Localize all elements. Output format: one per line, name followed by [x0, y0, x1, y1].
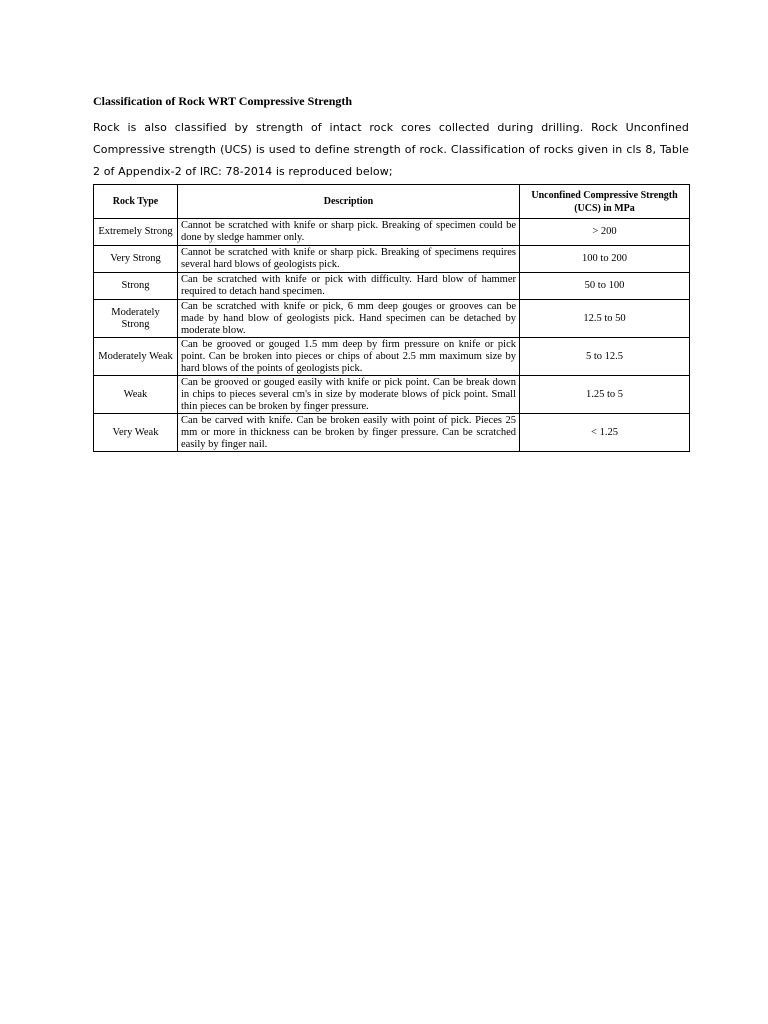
section-heading: Classification of Rock WRT Compressive Strength [93, 94, 353, 108]
header-rock-type: Rock Type [94, 185, 178, 219]
ucs-cell: 5 to 12.5 [520, 338, 690, 376]
rock-type-cell: Very Strong [94, 246, 178, 273]
table-row [94, 246, 690, 273]
description-cell: Can be scratched with knife or pick with difficulty. Hard blow of hammer required to detach hand specimen. [178, 273, 520, 300]
ucs-cell: 12.5 to 50 [520, 300, 690, 338]
rock-type-cell: Weak [94, 376, 178, 414]
document-page [93, 94, 689, 452]
rock-strength-table [93, 184, 690, 452]
table-row [94, 300, 690, 338]
header-description: Description [178, 185, 520, 219]
table-row [94, 338, 690, 376]
ucs-cell: 50 to 100 [520, 273, 690, 300]
rock-type-cell: Moderately Weak [94, 338, 178, 376]
description-cell: Can be grooved or gouged easily with knife or pick point. Can be break down in chips to pieces several cm's in size by moderate blows of pick point. Small thin pieces can be broken by finger pressure. [178, 376, 520, 414]
ucs-cell: < 1.25 [520, 414, 690, 452]
ucs-cell: 1.25 to 5 [520, 376, 690, 414]
rock-type-cell: Strong [94, 273, 178, 300]
description-cell: Can be scratched with knife or pick, 6 mm deep gouges or grooves can be made by hand blow of geologists pick. Hand specimen can be detached by moderate blow. [178, 300, 520, 338]
table-header-row [94, 185, 690, 219]
rock-type-cell: Very Weak [94, 414, 178, 452]
description-cell: Cannot be scratched with knife or sharp pick. Breaking of specimen could be done by sledge hammer only. [178, 219, 520, 246]
rock-type-cell: Extremely Strong [94, 219, 178, 246]
ucs-cell: 100 to 200 [520, 246, 690, 273]
table-row [94, 414, 690, 452]
description-cell: Can be grooved or gouged 1.5 mm deep by firm pressure on knife or pick point. Can be broken into pieces or chips of about 2.5 mm maximum size by hard blows of the points of geologists pick. [178, 338, 520, 376]
intro-paragraph: Rock is also classified by strength of intact rock cores collected during drilling. Rock Unconfined Compressive strength (UCS) is used to define strength of rock. Classification of rocks given in cls 8, Table 2 of Appendix-2 of IRC: 78-2014 is reproduced below; [93, 121, 689, 178]
table-row [94, 376, 690, 414]
description-cell: Can be carved with knife. Can be broken easily with point of pick. Pieces 25 mm or more in thickness can be broken by finger pressure. Can be scratched easily by finger nail. [178, 414, 520, 452]
table-row [94, 273, 690, 300]
rock-type-cell: Moderately Strong [94, 300, 178, 338]
description-cell: Cannot be scratched with knife or sharp pick. Breaking of specimens requires several hard blows of geologists pick. [178, 246, 520, 273]
table-row [94, 219, 690, 246]
ucs-cell: > 200 [520, 219, 690, 246]
header-ucs: Unconfined Compressive Strength (UCS) in MPa [520, 185, 690, 219]
